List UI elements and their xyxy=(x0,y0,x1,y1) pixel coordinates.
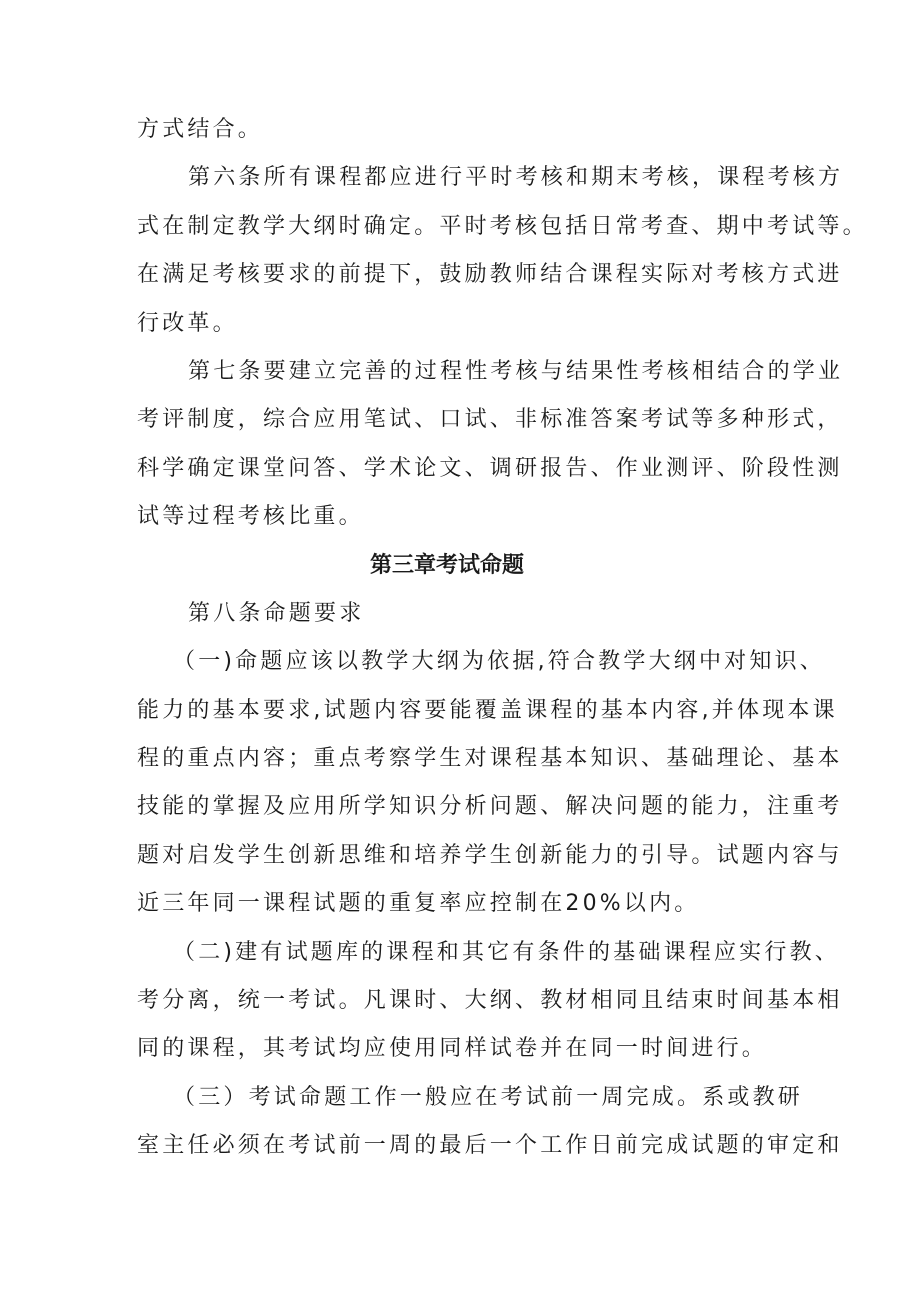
paragraph-line: 式在制定教学大纲时确定。平时考核包括日常考查、期中考试等。 xyxy=(137,213,868,239)
paragraph-line: 行改革。 xyxy=(137,310,238,336)
paragraph-line: 试等过程考核比重。 xyxy=(137,504,364,530)
paragraph-line: 第七条要建立完善的过程性考核与结果性考核相结合的学业 xyxy=(188,358,844,384)
paragraph-line: 能力的基本要求,试题内容要能覆盖课程的基本内容,并体现本课 xyxy=(137,697,838,723)
article-7-paragraph xyxy=(137,348,844,542)
article-8-title: 第八条命题要求 xyxy=(188,600,365,626)
paragraph-line: （三）考试命题工作一般应在考试前一周完成。系或教研 xyxy=(173,1084,804,1110)
paragraph-line: （一)命题应该以教学大纲为依据,符合教学大纲中对知识、 xyxy=(173,649,825,675)
paragraph-line: 考分离，统一考试。凡课时、大纲、教材相同且结束时间基本相 xyxy=(137,988,843,1014)
paragraph-line: 同的课程，其考试均应使用同样试卷并在同一时间进行。 xyxy=(137,1036,768,1062)
paragraph-line: 题对启发学生创新思维和培养学生创新能力的引导。试题内容与 xyxy=(137,842,843,868)
article-8-item-3 xyxy=(137,1074,843,1171)
article-8-item-2 xyxy=(137,929,843,1074)
paragraph-line: 近三年同一课程试题的重复率应控制在20%以内。 xyxy=(137,891,700,917)
paragraph-line: 室主任必须在考试前一周的最后一个工作日前完成试题的审定和 xyxy=(137,1133,843,1159)
paragraph-line: 在满足考核要求的前提下，鼓励教师结合课程实际对考核方式进 xyxy=(137,262,843,288)
paragraph-continuation-line: 方式结合。 xyxy=(137,117,264,142)
chapter-heading: 第三章考试命题 xyxy=(369,552,524,578)
paragraph-line: 程的重点内容；重点考察学生对课程基本知识、基础理论、基本 xyxy=(137,746,843,772)
article-8-item-1 xyxy=(137,638,843,928)
document-page xyxy=(137,106,868,1171)
paragraph-line: 技能的掌握及应用所学知识分析问题、解决问题的能力，注重考 xyxy=(137,794,843,820)
paragraph-line: 第六条所有课程都应进行平时考核和期末考核，课程考核方 xyxy=(188,165,844,191)
paragraph-line: （二)建有试题库的课程和其它有条件的基础课程应实行教、 xyxy=(173,939,840,965)
article-6-paragraph xyxy=(137,154,868,348)
paragraph-line: 科学确定课堂问答、学术论文、调研报告、作业测评、阶段性测 xyxy=(137,455,843,481)
paragraph-line: 考评制度，综合应用笔试、口试、非标准答案考试等多种形式， xyxy=(137,407,843,433)
